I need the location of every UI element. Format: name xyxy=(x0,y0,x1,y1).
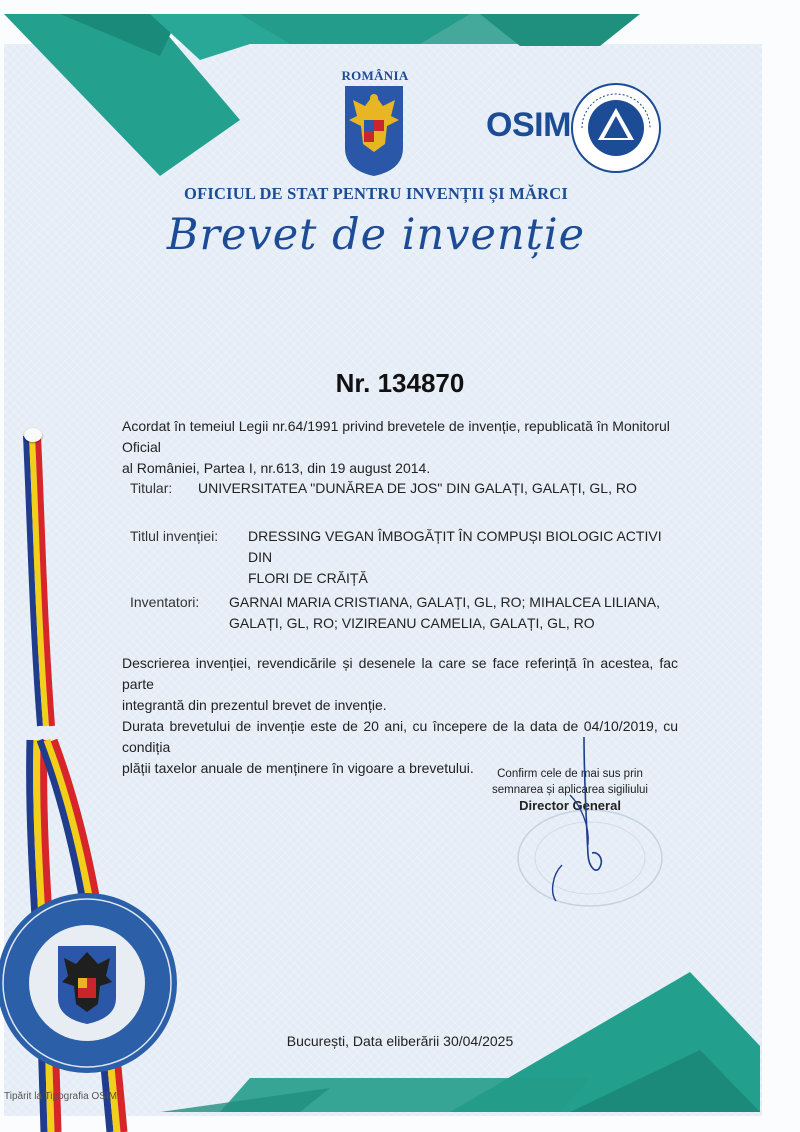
duration-line-1: Durata brevetului de invenție este de 20 ani, cu începere de la data de 04/10/2019, cu condiția xyxy=(122,718,678,755)
signatory-role: Director General xyxy=(519,798,621,813)
holder-value: UNIVERSITATEA "DUNĂREA DE JOS" DIN GALAȚI, GALAȚI, GL, RO xyxy=(198,480,637,496)
inventors-line-1: GARNAI MARIA CRISTIANA, GALAȚI, GL, RO; MIHALCEA LILIANA, xyxy=(229,594,660,610)
country-label: ROMÂNIA xyxy=(341,68,409,83)
osim-seal-icon xyxy=(570,82,662,174)
patent-number: Nr. 134870 xyxy=(335,368,465,398)
holder-label: Titular: xyxy=(130,480,173,496)
office-name: OFICIUL DE STAT PENTRU INVENȚII ȘI MĂRCI xyxy=(184,184,568,203)
printer-note: Tipărit la Tipografia OSIM xyxy=(4,1091,118,1102)
confirm-line-2: semnarea și aplicarea sigiliului xyxy=(492,784,648,796)
confirm-line-1: Confirm cele de mai sus prin xyxy=(497,768,643,780)
title-label: Titlul invenției: xyxy=(130,528,219,544)
inventors-line-2: GALAȚI, GL, RO; VIZIREANU CAMELIA, GALAȚI, GL, RO xyxy=(229,615,595,631)
ribbon-eyelet xyxy=(24,428,42,442)
osim-logo-text: OSIM xyxy=(486,106,571,144)
issue-date: București, Data eliberării 30/04/2025 xyxy=(286,1033,514,1049)
inventors-label: Inventatori: xyxy=(130,594,200,610)
duration-line-2: plății taxelor anuale de menținere în vigoare a brevetului. xyxy=(122,760,474,776)
title-value xyxy=(248,526,678,589)
description-line-2: integrantă din prezentul brevet de invenție. xyxy=(122,697,387,713)
description-line-1: Descrierea invenției, revendicările și desenele la care se face referință în acestea, fac parte xyxy=(122,655,678,692)
legal-line-2: al României, Partea I, nr.613, din 19 august 2014. xyxy=(122,460,431,476)
title-line-1: DRESSING VEGAN ÎMBOGĂȚIT ÎN COMPUȘI BIOLOGIC ACTIVI DIN xyxy=(248,528,662,565)
coat-of-arms-icon xyxy=(343,86,405,176)
title-line-2: FLORI DE CRĂIȚĂ xyxy=(248,570,368,586)
legal-line-1: Acordat în temeiul Legii nr.64/1991 privind brevetele de invenție, republicată în Monitorul Oficial xyxy=(122,418,670,455)
document-title: Brevet de invenție xyxy=(166,210,586,260)
handwritten-signature xyxy=(540,735,620,905)
legal-basis xyxy=(122,416,678,479)
inventors-value xyxy=(229,592,669,634)
